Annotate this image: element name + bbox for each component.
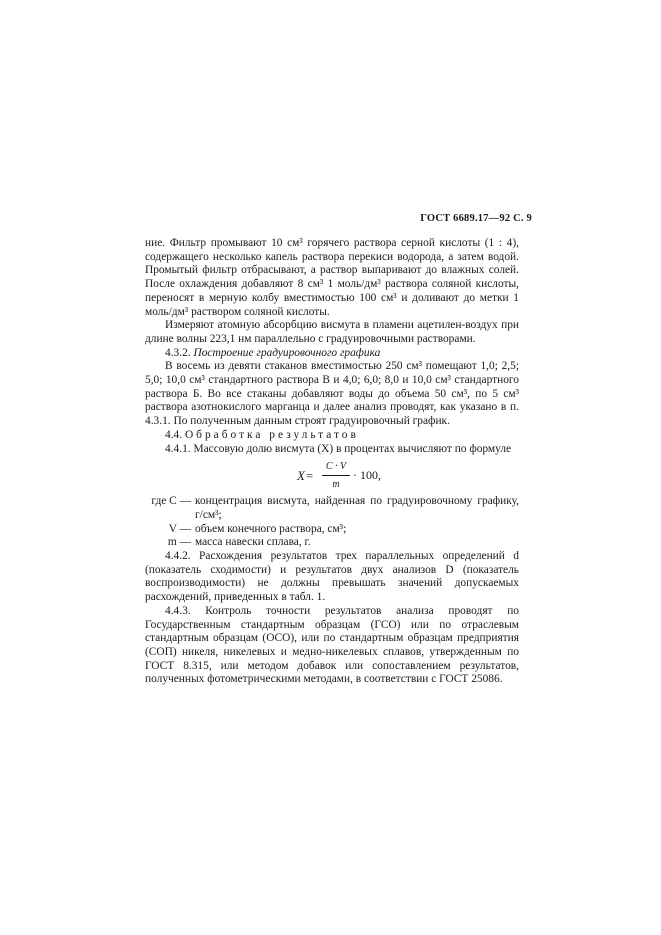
formula-rhs: · 100, xyxy=(353,468,381,483)
paragraph-calibration: В восемь из девяти стаканов вместимостью 250 см³ помещают 1,0; 2,5; 5,0; 10,0 см³ стандартного раствора В и 4,0; 6,0; 8,0 и 10,0 см³ стандартного раствора Б. Во все стаканы добавляют воды до объема 50 см³, по 5 см³ раствора азотнокислого марганца и далее анализ проводят, как указано в п. 4.3.1. По полученным данным строят градуировочный график. xyxy=(145,360,519,428)
definition-row xyxy=(145,536,519,550)
definition-row xyxy=(145,523,519,537)
formula xyxy=(145,460,519,492)
paragraph-measurement: Измеряют атомную абсорбцию висмута в пламени ацетилен-воздух при длине волны 223,1 нм параллельно с градуировочными растворами. xyxy=(145,319,519,345)
section-title: Обработка результатов xyxy=(184,428,359,441)
section-number: 4.3.2. xyxy=(165,346,191,359)
section-number: 4.4. xyxy=(165,428,183,441)
paragraph-4-4-3: 4.4.3. Контроль точности результатов анализа проводят по Государственным стандартным образцам (ГСО) или по отраслевым стандартным образцам (ОСО), или по стандартным образцам предприятия (СОП) никеля, никелевых и медно-никелевых сплавов, утвержденным по ГОСТ 8.315, или методом добавок или сопоставлением результатов, полученных фотометрическими методами, в соответствии с ГОСТ 25086. xyxy=(145,604,519,686)
definition-symbol: где C — xyxy=(151,495,191,508)
definition-text: масса навески сплава, г. xyxy=(195,536,311,549)
page-header: ГОСТ 6689.17—92 С. 9 xyxy=(420,213,532,224)
definition-text: объем конечного раствора, см³; xyxy=(195,522,347,535)
formula-lhs: X= xyxy=(297,468,314,484)
definition-text: концентрация висмута, найденная по градуировочному графику, г/см³; xyxy=(195,495,519,521)
formula-fraction xyxy=(322,460,350,491)
formula-denominator: m xyxy=(332,478,340,490)
document-body xyxy=(145,237,519,687)
definition-row xyxy=(145,495,519,522)
definition-symbol: m — xyxy=(167,536,191,549)
paragraph-4-4-2: 4.4.2. Расхождения результатов трех параллельных определений d (показатель сходимости) и результатов двух анализов D (показатель воспроизводимости) не должны превышать значений допускаемых расхождений, приведенных в табл. 1. xyxy=(145,550,519,604)
formula-numerator: C · V xyxy=(322,460,350,476)
section-title: Построение градуировочного графика xyxy=(193,346,381,359)
definition-symbol: V — xyxy=(168,522,191,535)
section-4-3-2-heading xyxy=(145,347,519,361)
section-4-4-heading xyxy=(145,429,519,443)
paragraph-filtration: ние. Фильтр промывают 10 см³ горячего раствора серной кислоты (1 : 4), содержащего несколько капель раствора перекиси водорода, а затем водой. Промытый фильтр отбрасывают, а раствор выпаривают до влажных солей. После охлаждения добавляют 8 см³ 1 моль/дм³ раствора соляной кислоты, переносят в мерную колбу вместимостью 100 см³ и доливают до метки 1 моль/дм³ раствором соляной кислоты. xyxy=(145,237,519,318)
variable-definitions xyxy=(145,495,519,550)
paragraph-4-4-1: 4.4.1. Массовую долю висмута (X) в процентах вычисляют по формуле xyxy=(165,442,512,455)
